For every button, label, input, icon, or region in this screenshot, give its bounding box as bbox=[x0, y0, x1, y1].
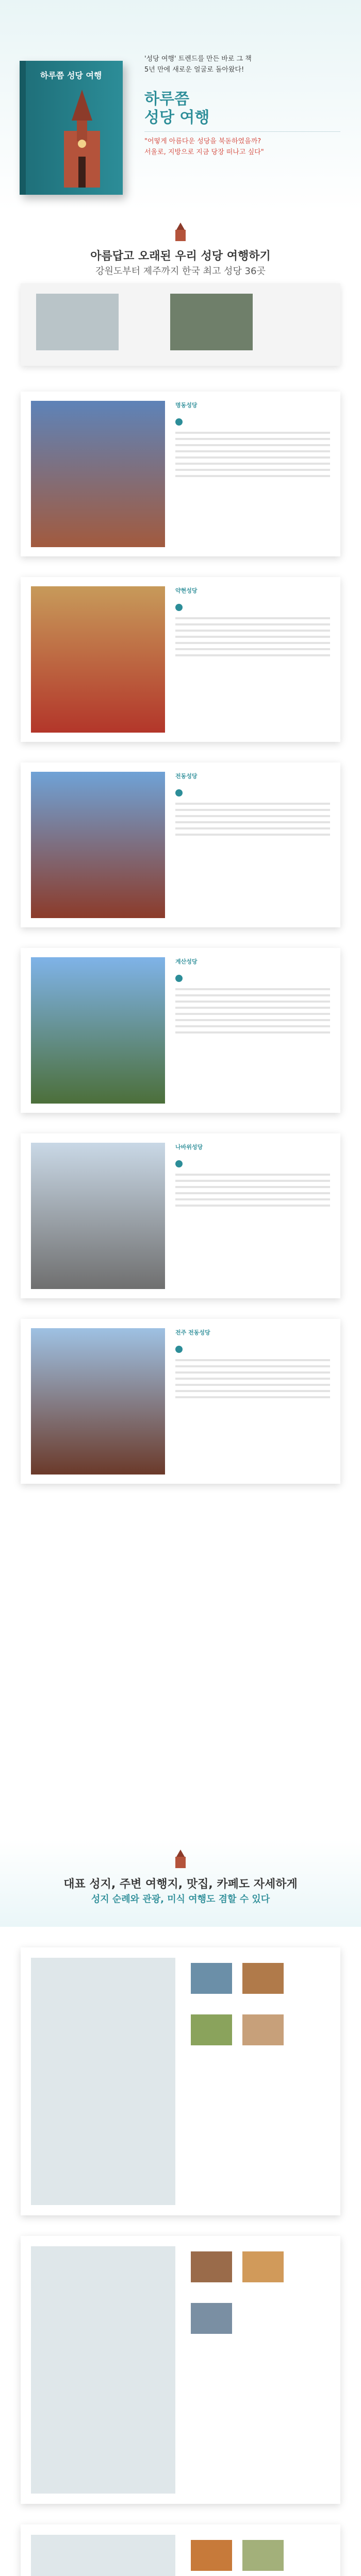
separator-subheading: 성지 순례와 관광, 미식 여행도 겸할 수 있다 bbox=[91, 1894, 270, 1905]
church-photo bbox=[31, 957, 165, 1104]
marker-icon bbox=[175, 789, 183, 796]
hero-divider bbox=[144, 131, 340, 132]
church-name: 명동성당 bbox=[175, 402, 198, 409]
text-column bbox=[175, 401, 330, 481]
intro-section bbox=[0, 222, 361, 366]
church-icon bbox=[170, 222, 191, 242]
guide-photo bbox=[191, 2014, 232, 2045]
separator-heading: 대표 성지, 주변 여행지, 맛집, 카페도 자세하게 bbox=[63, 1878, 298, 1891]
spread-page-4 bbox=[21, 948, 340, 1113]
church-name: 전동성당 bbox=[175, 773, 198, 779]
guide-left-page bbox=[31, 2535, 175, 2576]
church-photo bbox=[31, 401, 165, 547]
church-icon bbox=[170, 1849, 191, 1869]
spread-page-6 bbox=[21, 1319, 340, 1484]
book-cover bbox=[20, 61, 123, 195]
guide-photo bbox=[242, 1963, 284, 1994]
marker-icon bbox=[175, 418, 183, 426]
church-illustration bbox=[48, 90, 116, 188]
text-column bbox=[175, 1328, 330, 1402]
intro-heading: 아름답고 오래된 우리 성당 여행하기 bbox=[90, 250, 271, 263]
guide-photo bbox=[242, 2014, 284, 2045]
guide-spread-2 bbox=[21, 2236, 340, 2504]
hero-title: 하루쯤 성당 여행 bbox=[144, 90, 210, 127]
book-cover-title: 하루쯤 성당 여행 bbox=[40, 71, 102, 80]
book-spine bbox=[20, 61, 26, 195]
guide-photo bbox=[191, 1963, 232, 1994]
marker-icon bbox=[175, 975, 183, 982]
marker-icon bbox=[175, 1346, 183, 1353]
marker-icon bbox=[175, 604, 183, 611]
hero-section bbox=[0, 0, 361, 211]
guide-photo bbox=[191, 2303, 232, 2334]
separator-section bbox=[0, 1839, 361, 1927]
guide-photo bbox=[191, 2251, 232, 2282]
church-photo bbox=[31, 1143, 165, 1289]
text-column bbox=[175, 957, 330, 1038]
guide-spread-3 bbox=[21, 2524, 340, 2576]
guide-left-page bbox=[31, 1958, 175, 2205]
sample-photo-exterior bbox=[170, 294, 253, 350]
sample-photo-interior bbox=[36, 294, 119, 350]
guide-photo bbox=[242, 2251, 284, 2282]
spread-page-3 bbox=[21, 762, 340, 927]
hero-quote: "어떻게 아름다운 성당을 북돋하였을까? 서울로, 지방으로 지금 당장 떠나고 싶다" bbox=[144, 138, 264, 156]
text-column bbox=[175, 772, 330, 840]
text-column bbox=[175, 1143, 330, 1211]
guide-photo bbox=[242, 2540, 284, 2571]
church-name: 나바위성당 bbox=[175, 1144, 203, 1150]
guide-left-page bbox=[31, 2246, 175, 2494]
intro-subheading: 강원도부터 제주까지 한국 최고 성당 36곳 bbox=[95, 266, 266, 277]
church-photo bbox=[31, 586, 165, 733]
spread-page-5 bbox=[21, 1133, 340, 1298]
hero-subtitle: '성당 여행' 트렌드를 만든 바로 그 책 5년 만에 새로운 얼굴로 돌아왔다! bbox=[144, 55, 252, 74]
guide-spread-1 bbox=[21, 1947, 340, 2215]
text-column bbox=[175, 586, 330, 660]
guide-photo bbox=[191, 2540, 232, 2571]
church-name: 약현성당 bbox=[175, 587, 198, 594]
spread-page-2 bbox=[21, 577, 340, 742]
church-name: 전주 전동성당 bbox=[175, 1329, 210, 1336]
church-photo bbox=[31, 1328, 165, 1475]
marker-icon bbox=[175, 1160, 183, 1167]
church-name: 계산성당 bbox=[175, 958, 198, 965]
church-photo bbox=[31, 772, 165, 918]
spread-page-1 bbox=[21, 392, 340, 556]
